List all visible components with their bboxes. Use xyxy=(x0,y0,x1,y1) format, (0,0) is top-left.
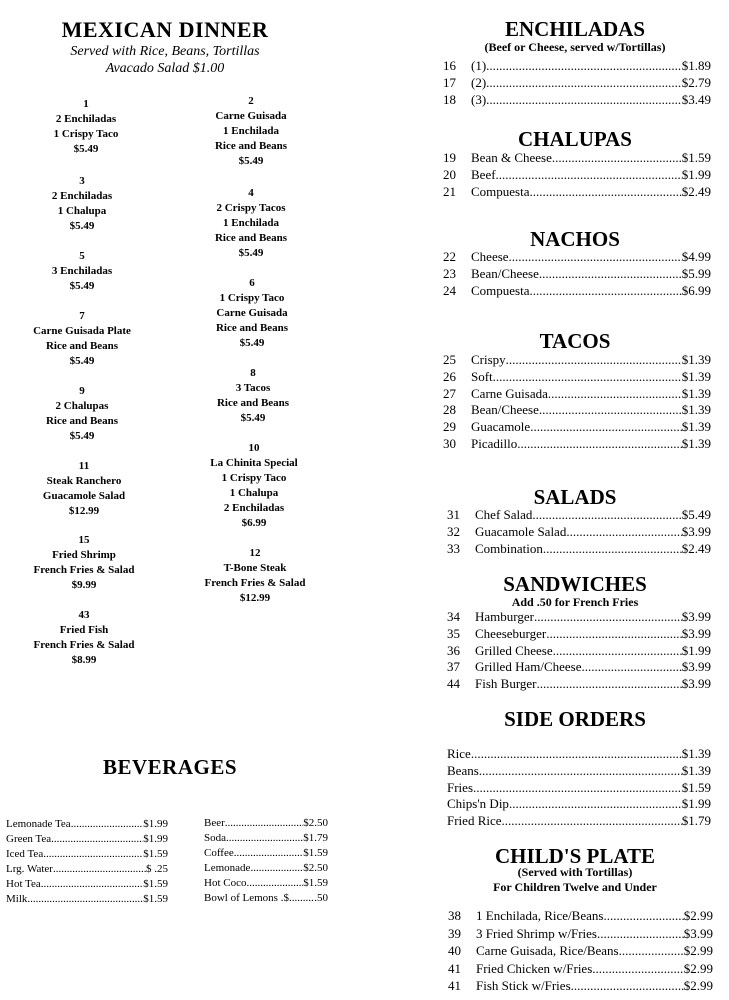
item-number: 38 xyxy=(448,908,461,923)
item-name: Compuesta xyxy=(471,283,530,298)
item-number: 36 xyxy=(447,643,460,658)
combo-price: $5.49 xyxy=(69,355,95,367)
item-price: $2.49 xyxy=(681,184,711,199)
dot-leader xyxy=(486,74,682,91)
item-number: 21 xyxy=(443,184,456,199)
beverage-name: Beer xyxy=(204,817,225,829)
beverage-price: $1.59 xyxy=(143,848,168,860)
childs-plate-age-note: For Children Twelve and Under xyxy=(493,880,657,894)
combo-line: French Fries & Salad xyxy=(33,564,135,576)
combo-price: $5.49 xyxy=(69,220,95,232)
item-price: $1.39 xyxy=(681,746,711,761)
menu-item xyxy=(447,523,711,540)
menu-item xyxy=(448,977,713,994)
combo-number: 15 xyxy=(78,534,90,546)
item-number: 29 xyxy=(443,419,456,434)
dot-leader xyxy=(552,149,682,166)
combo-line: 1 Crispy Taco xyxy=(221,472,287,484)
dot-leader xyxy=(548,385,682,402)
dot-leader xyxy=(289,891,314,906)
beverage-price: $1.59 xyxy=(143,893,168,905)
item-name: (1) xyxy=(471,58,487,73)
beverage-name: Iced Tea xyxy=(6,848,44,860)
combo-line: 1 Enchilada xyxy=(223,125,279,137)
item-number: 27 xyxy=(443,386,456,401)
item-price: $1.39 xyxy=(681,369,711,384)
item-price: $1.89 xyxy=(681,58,711,73)
item-name: (2) xyxy=(471,75,487,90)
beverage-row xyxy=(204,891,328,906)
dot-leader xyxy=(619,942,684,959)
combo-line: Carne Guisada xyxy=(215,110,287,122)
dinner-combo xyxy=(0,608,184,668)
item-number: 32 xyxy=(447,524,460,539)
dot-leader xyxy=(226,831,303,846)
combo-line: La Chinita Special xyxy=(210,457,298,469)
combo-number: 11 xyxy=(78,460,90,472)
menu-item xyxy=(447,779,711,796)
item-price: $3.49 xyxy=(681,92,711,107)
item-number: 41 xyxy=(448,961,461,976)
dinner-combo xyxy=(155,546,355,606)
combo-line: Rice and Beans xyxy=(45,415,119,427)
item-price: $2.99 xyxy=(683,961,713,976)
menu-item xyxy=(447,642,711,659)
dot-leader xyxy=(553,642,682,659)
combo-line: 1 Crispy Taco xyxy=(53,128,119,140)
item-price: $2.49 xyxy=(681,541,711,556)
dot-leader xyxy=(509,795,682,812)
mexican-dinner-avocado-note: Avacado Salad $1.00 xyxy=(105,61,225,76)
item-name: Chips'n Dip xyxy=(447,796,509,811)
combo-line: 2 Chalupas xyxy=(55,400,109,412)
beverage-row xyxy=(6,862,168,877)
beverage-row xyxy=(6,817,168,832)
item-price: $6.99 xyxy=(681,283,711,298)
menu-item xyxy=(443,166,711,183)
item-name: Beans xyxy=(447,763,479,778)
combo-price: $5.49 xyxy=(240,412,266,424)
combo-line: Rice and Beans xyxy=(214,232,288,244)
menu-item xyxy=(447,812,711,829)
combo-price: $5.49 xyxy=(239,337,265,349)
item-name: 3 Fried Shrimp w/Fries xyxy=(476,926,597,941)
beverage-name: Soda xyxy=(204,832,226,844)
combo-line: 2 Crispy Tacos xyxy=(216,202,286,214)
item-name: Crispy xyxy=(471,352,506,367)
combo-line: 1 Enchilada xyxy=(223,217,279,229)
combo-line: 2 Enchiladas xyxy=(51,190,113,202)
beverage-row xyxy=(204,816,328,831)
item-name: Beef xyxy=(471,167,496,182)
combo-price: $5.49 xyxy=(238,247,264,259)
beverage-row xyxy=(204,846,328,861)
chalupas-title: CHALUPAS xyxy=(518,127,632,151)
enchiladas-title: ENCHILADAS xyxy=(504,17,646,41)
combo-number: 7 xyxy=(79,310,85,322)
combo-price: $12.99 xyxy=(239,592,271,604)
beverage-price: $1.59 xyxy=(143,878,168,890)
item-name: Bean & Cheese xyxy=(471,150,552,165)
menu-item xyxy=(447,762,711,779)
item-number: 34 xyxy=(447,609,460,624)
item-name: (3) xyxy=(471,92,487,107)
combo-number: 8 xyxy=(250,367,256,379)
beverage-name: Milk xyxy=(6,893,28,905)
dot-leader xyxy=(597,925,684,942)
childs-plate-subtitle: (Served with Tortillas) xyxy=(517,865,633,879)
combo-line: 1 Chalupa xyxy=(229,487,279,499)
item-name: Cheese xyxy=(471,249,509,264)
dot-leader xyxy=(250,861,303,876)
dinner-combo xyxy=(154,441,354,531)
item-number: 39 xyxy=(448,926,461,941)
beverage-name: Lemonade Tea xyxy=(6,818,71,830)
menu-item xyxy=(443,248,711,265)
menu-item xyxy=(448,907,713,924)
dot-leader xyxy=(571,977,684,994)
item-name: Fried Rice xyxy=(447,813,502,828)
item-price: $1.39 xyxy=(681,436,711,451)
beverages-title: BEVERAGES xyxy=(102,755,238,779)
combo-line: Carne Guisada Plate xyxy=(33,325,131,337)
item-name: 1 Enchilada, Rice/Beans xyxy=(476,908,604,923)
menu-item xyxy=(447,795,711,812)
item-number: 25 xyxy=(443,352,456,367)
item-number: 30 xyxy=(443,436,456,451)
item-number: 22 xyxy=(443,249,456,264)
combo-line: Rice and Beans xyxy=(216,397,290,409)
item-name: Bean/Cheese xyxy=(471,402,539,417)
item-name: Fries xyxy=(447,780,473,795)
dot-leader xyxy=(539,265,682,282)
dot-leader xyxy=(537,675,682,692)
beverage-price: $1.79 xyxy=(303,832,328,844)
combo-line: Fried Fish xyxy=(59,624,109,636)
combo-line: 2 Enchiladas xyxy=(223,502,285,514)
menu-item xyxy=(443,183,711,200)
menu-item xyxy=(443,368,711,385)
item-price: $1.39 xyxy=(681,419,711,434)
menu-item xyxy=(443,401,711,418)
beverage-name: Green Tea xyxy=(6,833,52,845)
beverage-name: Lrg. Water xyxy=(6,863,53,875)
item-name: Cheeseburger xyxy=(475,626,547,641)
beverage-price: $1.99 xyxy=(143,833,168,845)
dot-leader xyxy=(530,183,682,200)
dot-leader xyxy=(479,762,682,779)
item-name: Fish Burger xyxy=(475,676,537,691)
item-price: $3.99 xyxy=(681,524,711,539)
combo-line: Rice and Beans xyxy=(214,140,288,152)
item-price: $1.79 xyxy=(681,813,711,828)
item-name: Soft xyxy=(471,369,493,384)
combo-line: French Fries & Salad xyxy=(33,639,135,651)
dinner-combo xyxy=(0,309,182,369)
item-number: 26 xyxy=(443,369,456,384)
item-price: $1.39 xyxy=(681,763,711,778)
dot-leader xyxy=(234,846,304,861)
combo-line: 2 Enchiladas xyxy=(55,113,117,125)
mexican-dinner-title: MEXICAN DINNER xyxy=(61,17,269,42)
dot-leader xyxy=(473,779,682,796)
beverage-price: $2.50 xyxy=(303,862,328,874)
dot-leader xyxy=(246,876,303,891)
item-price: $1.99 xyxy=(681,167,711,182)
item-price: $3.99 xyxy=(683,926,713,941)
dot-leader xyxy=(496,166,682,183)
dot-leader xyxy=(486,57,682,74)
sandwiches-subtitle: Add .50 for French Fries xyxy=(511,595,639,609)
item-name: Rice xyxy=(447,746,471,761)
menu-item xyxy=(443,282,711,299)
beverage-name: Coffee xyxy=(204,847,234,859)
item-price: $1.99 xyxy=(681,643,711,658)
combo-number: 3 xyxy=(79,175,85,187)
combo-line: T-Bone Steak xyxy=(223,562,287,574)
dot-leader xyxy=(71,817,144,832)
dinner-combo xyxy=(0,533,184,593)
menu-item xyxy=(443,74,711,91)
menu-item xyxy=(443,418,711,435)
item-price: $3.99 xyxy=(681,626,711,641)
beverage-price: $1.59 xyxy=(303,877,328,889)
item-name: Fried Chicken w/Fries xyxy=(476,961,593,976)
combo-price: $9.99 xyxy=(71,579,97,591)
combo-price: $12.99 xyxy=(68,505,100,517)
combo-number: 2 xyxy=(248,95,254,107)
item-name: Fish Stick w/Fries xyxy=(476,978,571,993)
beverage-name: Bowl of Lemons .$ xyxy=(204,892,289,904)
combo-line: Fried Shrimp xyxy=(52,549,116,561)
item-number: 35 xyxy=(447,626,460,641)
combo-price: $5.49 xyxy=(69,280,95,292)
nachos-title: NACHOS xyxy=(530,227,620,251)
item-price: $1.39 xyxy=(681,386,711,401)
menu-item xyxy=(447,608,711,625)
dot-leader xyxy=(509,248,682,265)
item-number: 41 xyxy=(448,978,461,993)
item-number: 28 xyxy=(443,402,456,417)
menu-item xyxy=(447,658,711,675)
item-price: $3.99 xyxy=(681,676,711,691)
beverage-row xyxy=(6,832,168,847)
item-number: 24 xyxy=(443,283,456,298)
dot-leader xyxy=(543,540,682,557)
item-name: Grilled Cheese xyxy=(475,643,553,658)
combo-price: $5.49 xyxy=(73,143,99,155)
combo-number: 6 xyxy=(249,277,255,289)
dot-leader xyxy=(582,658,682,675)
dot-leader xyxy=(506,351,682,368)
mexican-dinner-subtitle: Served with Rice, Beans, Tortillas xyxy=(70,44,260,59)
item-price: $1.59 xyxy=(681,150,711,165)
item-name: Guacamole xyxy=(471,419,531,434)
combo-price: $5.49 xyxy=(69,430,95,442)
beverage-row xyxy=(6,877,168,892)
menu-item xyxy=(443,57,711,74)
combo-line: Rice and Beans xyxy=(215,322,289,334)
combo-number: 12 xyxy=(249,547,261,559)
menu-item xyxy=(443,91,711,108)
combo-price: $6.99 xyxy=(241,517,267,529)
beverage-name: Lemonade xyxy=(204,862,251,874)
item-number: 37 xyxy=(447,659,460,674)
item-price: $3.99 xyxy=(681,609,711,624)
beverage-row xyxy=(204,876,328,891)
dot-leader xyxy=(539,401,682,418)
combo-line: Steak Ranchero xyxy=(46,475,122,487)
item-name: Carne Guisada, Rice/Beans xyxy=(476,943,619,958)
menu-item xyxy=(448,925,713,942)
combo-number: 43 xyxy=(78,609,90,621)
beverage-price: $1.99 xyxy=(143,818,168,830)
beverage-row xyxy=(204,861,328,876)
combo-line: French Fries & Salad xyxy=(204,577,306,589)
beverage-name: Hot Tea xyxy=(6,878,41,890)
item-price: $1.99 xyxy=(681,796,711,811)
menu-item xyxy=(443,265,711,282)
dot-leader xyxy=(486,91,682,108)
combo-line: 1 Crispy Taco xyxy=(219,292,285,304)
combo-price: $5.49 xyxy=(238,155,264,167)
item-number: 40 xyxy=(448,943,461,958)
item-price: $1.59 xyxy=(681,780,711,795)
beverage-price: $1.59 xyxy=(303,847,328,859)
dot-leader xyxy=(566,523,681,540)
item-name: Chef Salad xyxy=(475,507,533,522)
dinner-combo xyxy=(0,459,184,519)
item-number: 23 xyxy=(443,266,456,281)
item-number: 18 xyxy=(443,92,456,107)
dot-leader xyxy=(532,506,681,523)
menu-item xyxy=(448,960,713,977)
salads-title: SALADS xyxy=(533,485,617,509)
combo-number: 4 xyxy=(248,187,254,199)
menu-item xyxy=(447,675,711,692)
beverage-row xyxy=(6,892,168,907)
item-price: $2.79 xyxy=(681,75,711,90)
item-name: Guacamole Salad xyxy=(475,524,567,539)
dinner-combo xyxy=(0,384,182,444)
combo-line: 1 Chalupa xyxy=(57,205,107,217)
combo-line: 3 Tacos xyxy=(235,382,271,394)
menu-item xyxy=(447,540,711,557)
item-number: 19 xyxy=(443,150,456,165)
combo-line: 3 Enchiladas xyxy=(51,265,113,277)
dinner-combo xyxy=(151,94,351,169)
item-price: $2.99 xyxy=(683,943,713,958)
dot-leader xyxy=(592,960,683,977)
dot-leader xyxy=(603,907,683,924)
beverage-row xyxy=(6,847,168,862)
menu-item xyxy=(448,942,713,959)
dot-leader xyxy=(502,812,682,829)
menu-item xyxy=(443,435,711,452)
item-price: $1.39 xyxy=(681,402,711,417)
dot-leader xyxy=(530,418,682,435)
item-number: 31 xyxy=(447,507,460,522)
item-number: 33 xyxy=(447,541,460,556)
combo-line: Guacamole Salad xyxy=(42,490,126,502)
dinner-combo xyxy=(152,276,352,351)
childs-plate-title: CHILD'S PLATE xyxy=(494,844,656,868)
combo-line: Rice and Beans xyxy=(45,340,119,352)
item-number: 20 xyxy=(443,167,456,182)
item-name: Grilled Ham/Cheese xyxy=(475,659,582,674)
dinner-combo xyxy=(153,366,353,426)
dot-leader xyxy=(27,892,143,907)
beverage-price: $2.50 xyxy=(303,817,328,829)
item-number: 44 xyxy=(447,676,460,691)
beverage-row xyxy=(204,831,328,846)
combo-number: 5 xyxy=(79,250,85,262)
item-number: 17 xyxy=(443,75,456,90)
item-name: Carne Guisada xyxy=(471,386,548,401)
tacos-title: TACOS xyxy=(539,329,611,353)
item-price: $3.99 xyxy=(681,659,711,674)
beverage-price: .50 xyxy=(314,892,328,904)
item-name: Hamburger xyxy=(475,609,534,624)
dot-leader xyxy=(43,847,143,862)
combo-number: 9 xyxy=(79,385,85,397)
item-price: $5.99 xyxy=(681,266,711,281)
item-name: Compuesta xyxy=(471,184,530,199)
menu-item xyxy=(447,625,711,642)
combo-number: 10 xyxy=(248,442,260,454)
menu-item xyxy=(443,385,711,402)
item-price: $5.49 xyxy=(681,507,711,522)
item-number: 16 xyxy=(443,58,456,73)
item-name: Combination xyxy=(475,541,543,556)
dot-leader xyxy=(534,608,682,625)
item-price: $2.99 xyxy=(683,908,713,923)
beverage-name: Hot Coco xyxy=(204,877,247,889)
item-price: $1.39 xyxy=(681,352,711,367)
menu-item xyxy=(443,351,711,368)
item-price: $2.99 xyxy=(683,978,713,993)
combo-line: Carne Guisada xyxy=(216,307,288,319)
dot-leader xyxy=(51,832,143,847)
menu-item xyxy=(447,506,711,523)
dot-leader xyxy=(493,368,682,385)
dot-leader xyxy=(53,862,146,877)
dot-leader xyxy=(41,877,143,892)
enchiladas-subtitle: (Beef or Cheese, served w/Tortillas) xyxy=(484,40,666,54)
menu-item xyxy=(447,745,711,762)
combo-price: $8.99 xyxy=(71,654,97,666)
combo-number: 1 xyxy=(83,98,89,110)
item-price: $4.99 xyxy=(681,249,711,264)
beverage-price: $ .25 xyxy=(146,863,168,875)
dot-leader xyxy=(225,816,303,831)
dot-leader xyxy=(530,282,682,299)
side-orders-title: SIDE ORDERS xyxy=(504,707,646,731)
dot-leader xyxy=(546,625,682,642)
item-name: Bean/Cheese xyxy=(471,266,539,281)
sandwiches-title: SANDWICHES xyxy=(503,572,647,596)
dot-leader xyxy=(517,435,682,452)
dot-leader xyxy=(471,745,682,762)
menu-item xyxy=(443,149,711,166)
item-name: Picadillo xyxy=(471,436,518,451)
